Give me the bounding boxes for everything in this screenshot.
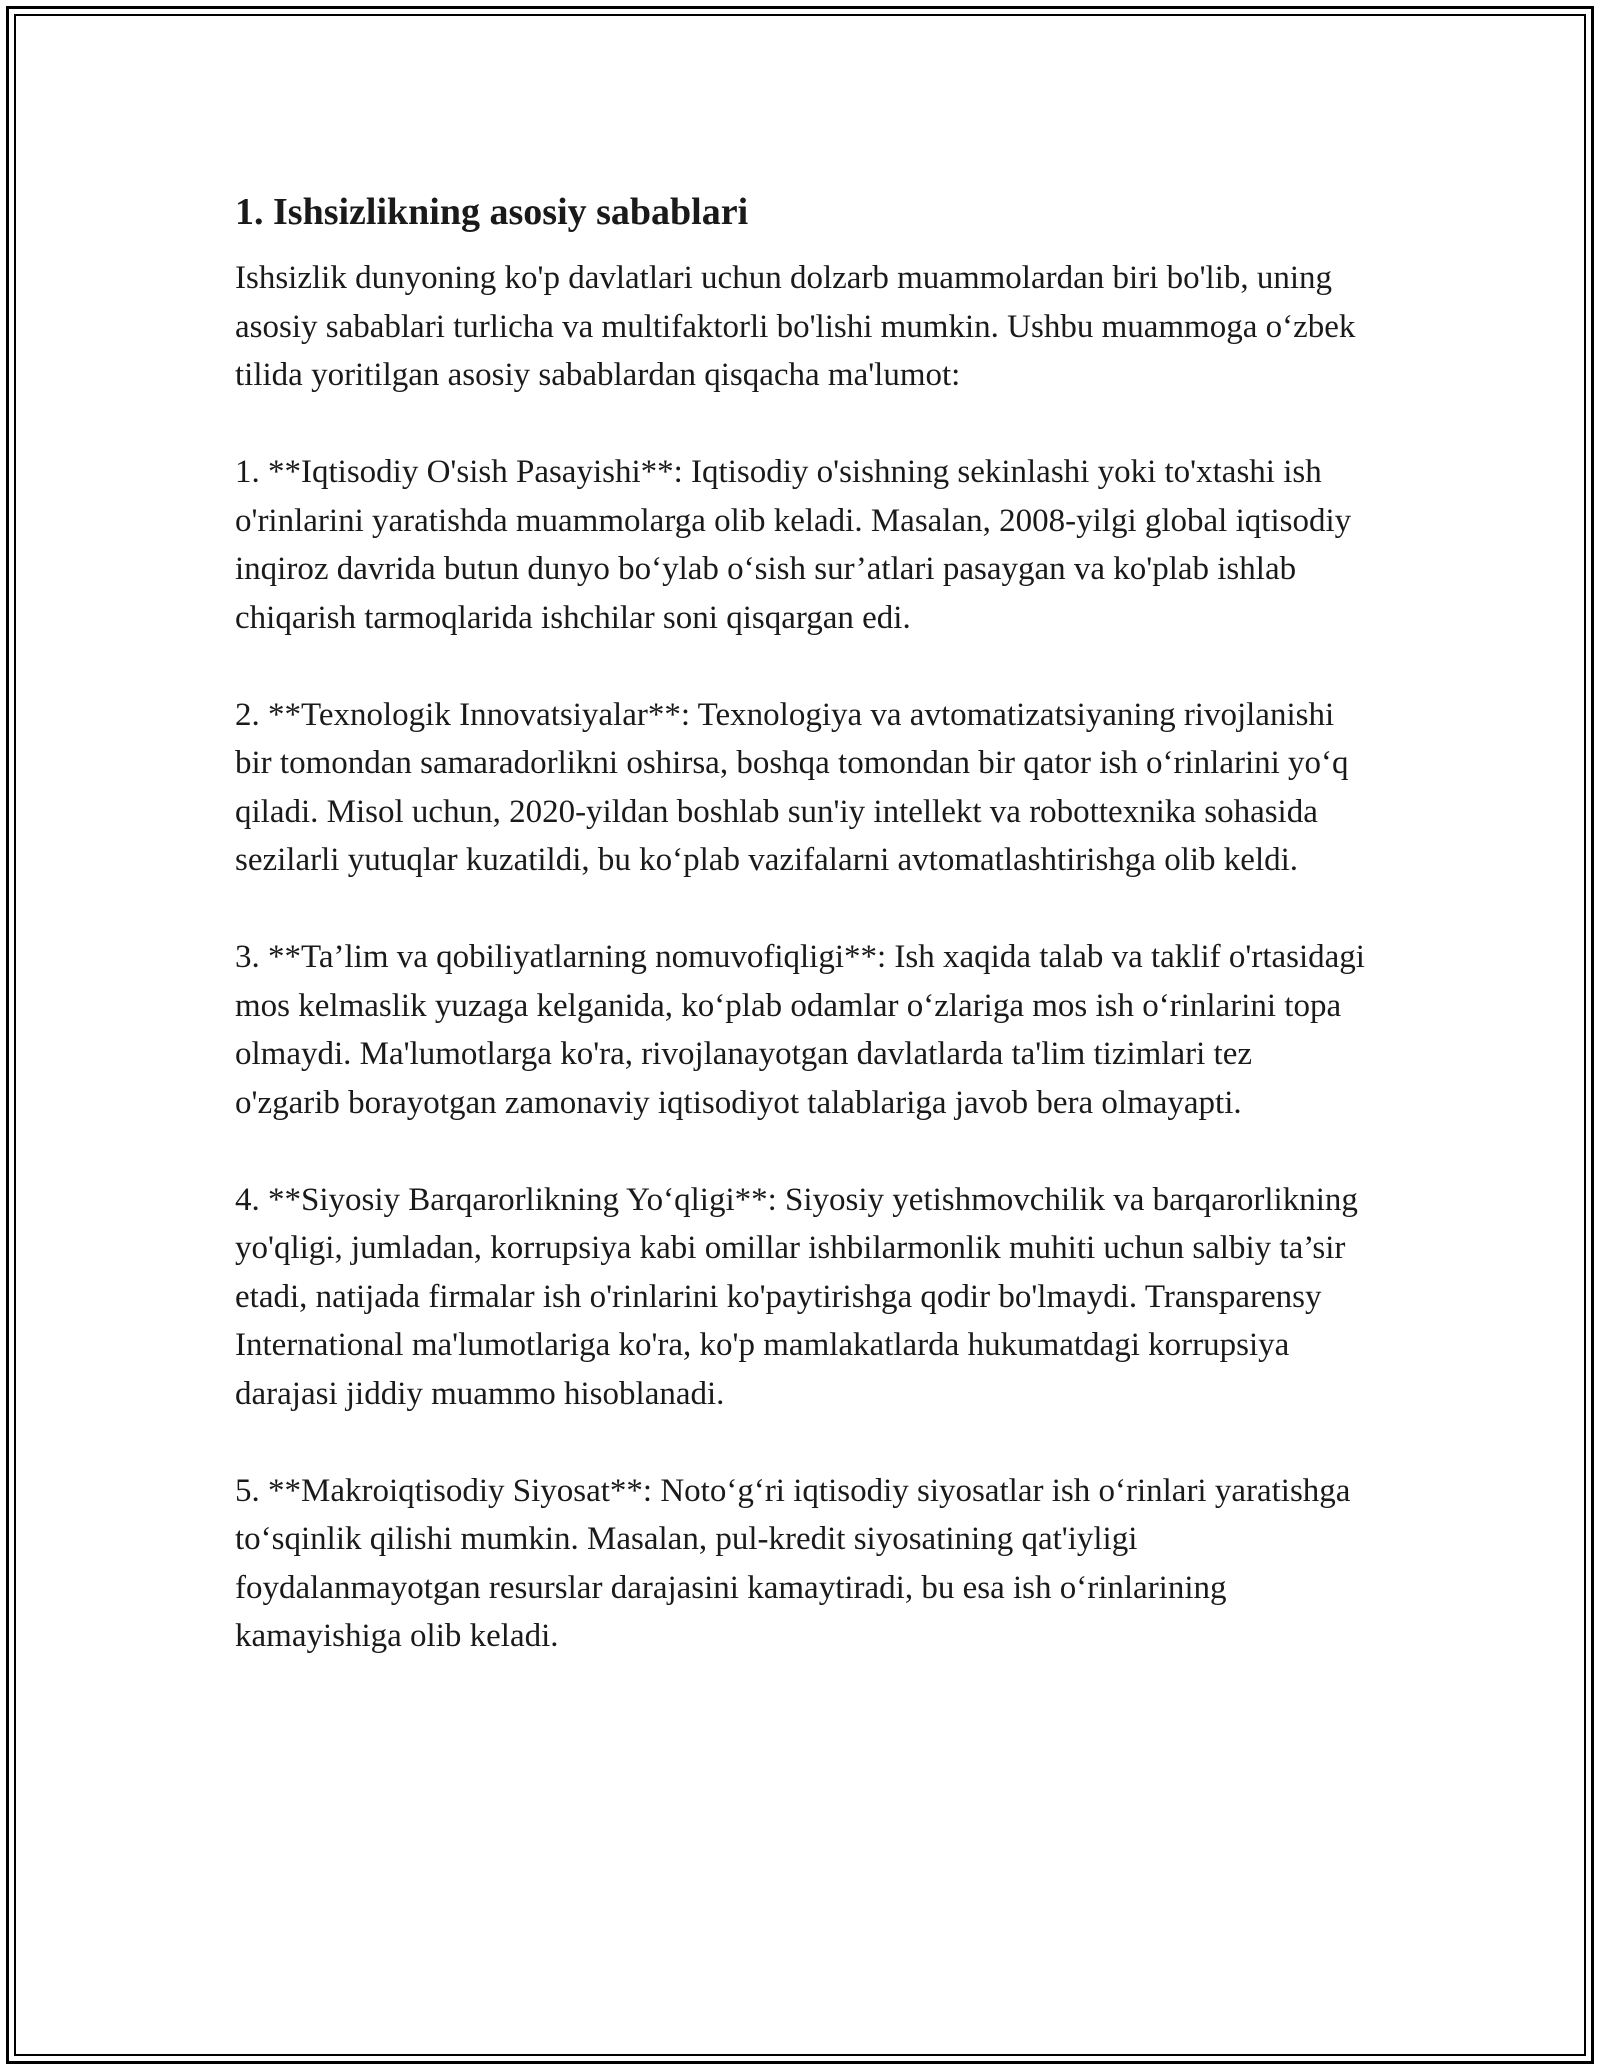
list-item-political-instability: 4. **Siyosiy Barqarorlikning Yo‘qligi**: Siyosiy yetishmovchilik va barqarorlikning yo'qligi, jumladan, korrupsiya kabi omillar ishbilarmonlik muhiti uchun salbiy ta’sir etadi, natijada firmalar ish o'rinlarini ko'paytirishga qodir bo'lmaydi. Transparensy International ma'lumotlariga ko'ra, ko'p mamlakatlarda hukumatdagi korrupsiya darajasi jiddiy muammo hisoblanadi. xyxy=(235,1181,1358,1412)
list-item-macroeconomic-policy: 5. **Makroiqtisodiy Siyosat**: Noto‘g‘ri iqtisodiy siyosatlar ish o‘rinlari yaratishga to‘sqinlik qilishi mumkin. Masalan, pul-kredit siyosatining qat'iyligi foydalanmayotgan resurslar darajasini kamaytiradi, bu esa ish o‘rinlarining kamayishiga olib keladi. xyxy=(235,1472,1351,1654)
intro-paragraph: Ishsizlik dunyoning ko'p davlatlari uchun dolzarb muammolardan biri bo'lib, uning asosiy sabablari turlicha va multifaktorli bo'lishi mumkin. Ushbu muammoga o‘zbek tilida yoritilgan asosiy sabablardan qisqacha ma'lumot: xyxy=(235,260,1356,393)
list-item-economic-growth: 1. **Iqtisodiy O'sish Pasayishi**: Iqtisodiy o'sishning sekinlashi yoki to'xtashi ish o'rinlarini yaratishda muammolarga olib keladi. Masalan, 2008-yilgi global iqtisodiy inqiroz davrida butun dunyo bo‘ylab o‘sish sur’atlari pasaygan va ko'plab ishlab chiqarish tarmoqlarida ishchilar soni qisqargan edi. xyxy=(235,454,1352,636)
list-item-technological-innovation: 2. **Texnologik Innovatsiyalar**: Texnologiya va avtomatizatsiyaning rivojlanishi bir tomondan samaradorlikni oshirsa, boshqa tomondan bir qator ish o‘rinlarini yo‘q qiladi. Misol uchun, 2020-yildan boshlab sun'iy intellekt va robottexnika sohasida sezilarli yutuqlar kuzatildi, bu ko‘plab vazifalarni avtomatlashtirishga olib keldi. xyxy=(235,696,1349,878)
document-body xyxy=(235,188,1365,1661)
document-heading: 1. Ishsizlikning asosiy sabablari xyxy=(235,191,749,233)
list-item-education-mismatch: 3. **Ta’lim va qobiliyatlarning nomuvofiqligi**: Ish xaqida talab va taklif o'rtasidagi mos kelmaslik yuzaga kelganida, ko‘plab odamlar o‘zlariga mos ish o‘rinlarini topa olmaydi. Ma'lumotlarga ko'ra, rivojlanayotgan davlatlarda ta'lim tizimlari tez o'zgarib borayotgan zamonaviy iqtisodiyot talablariga javob bera olmayapti. xyxy=(235,939,1365,1121)
